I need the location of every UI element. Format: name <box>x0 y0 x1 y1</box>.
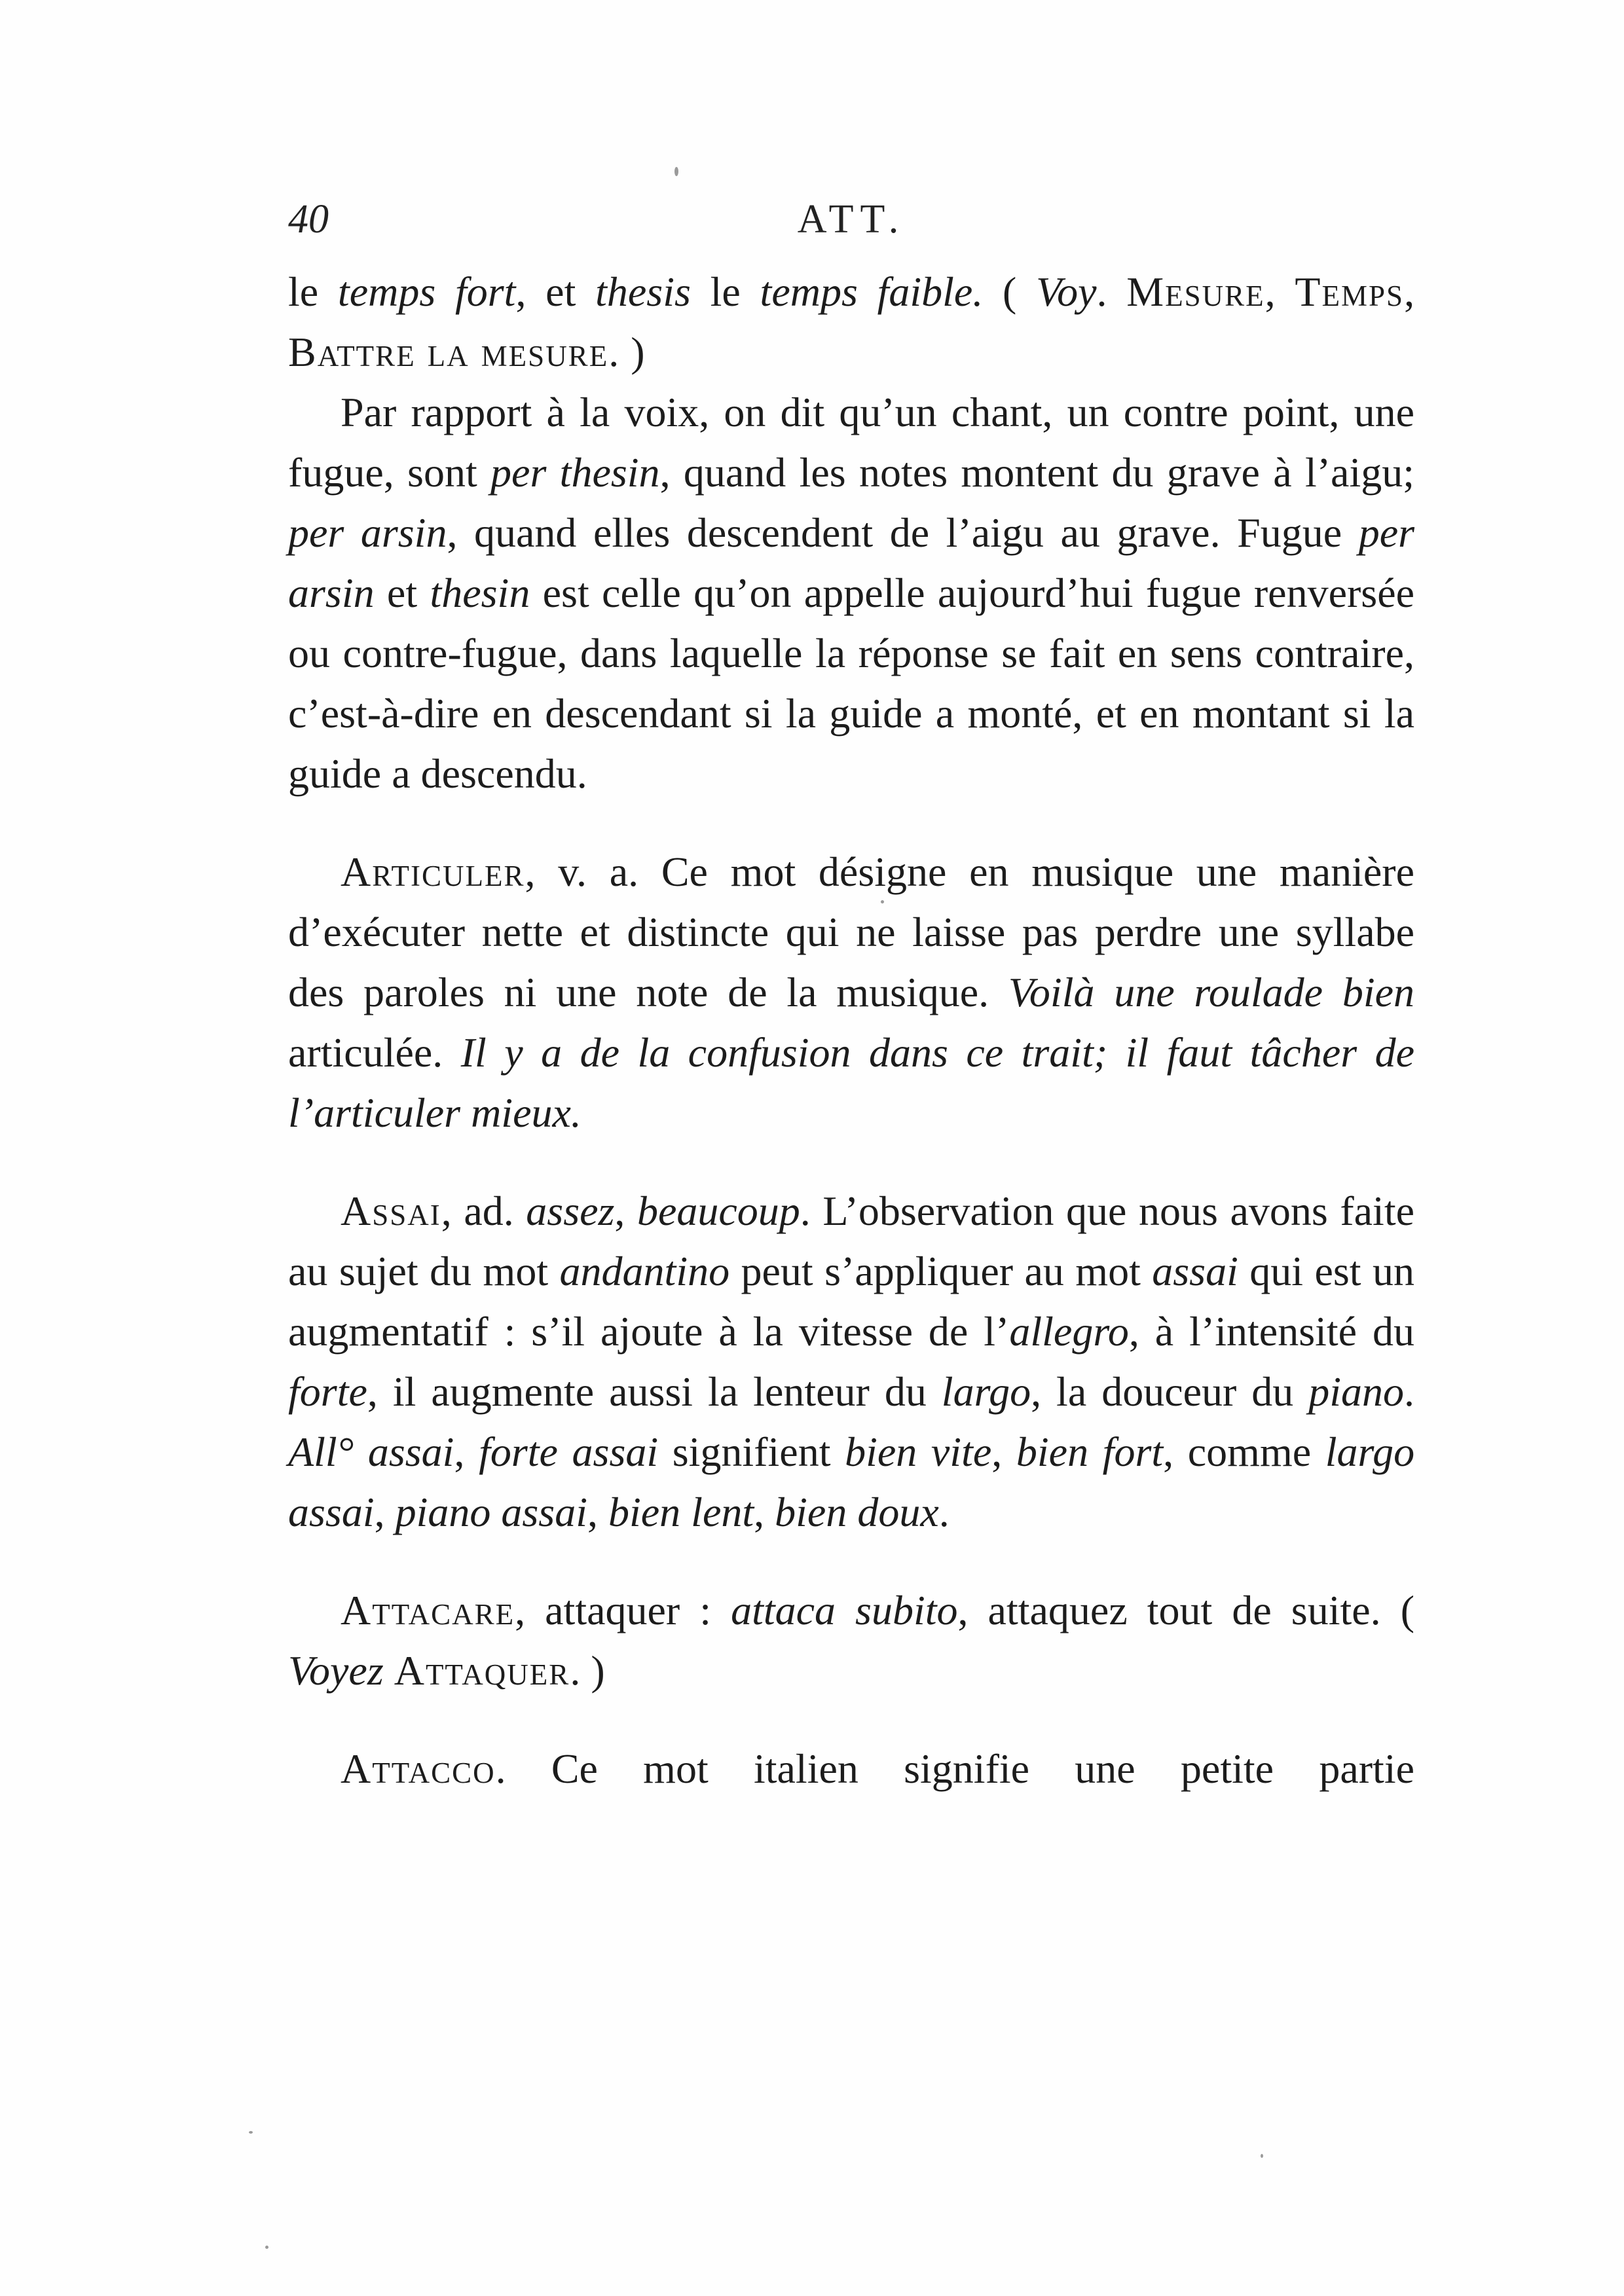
italic-text: Voy <box>1036 268 1097 315</box>
italic-text: largo <box>941 1368 1031 1415</box>
italic-text: bien doux <box>775 1489 939 1535</box>
paper-speck <box>674 167 678 176</box>
italic-text: All° assai <box>288 1429 454 1475</box>
text-run: , la douceur du <box>1031 1368 1309 1415</box>
entry-articuler <box>288 842 1414 1143</box>
headword: Battre la mesure. <box>288 329 621 375</box>
text-run: , <box>587 1489 608 1535</box>
text-run: . <box>938 1489 950 1535</box>
text-run: et <box>374 570 430 616</box>
text-run: , <box>1404 268 1415 315</box>
text-run: qui est un augmentatif : s’il ajoute à la vitesse de l’ <box>288 1248 1414 1355</box>
italic-text: thesis <box>595 268 691 315</box>
entry-attacare <box>288 1580 1414 1701</box>
italic-text: allegro <box>1009 1308 1129 1355</box>
entry-assai <box>288 1181 1414 1542</box>
italic-text: Il y a de la confusion dans ce trait; il faut tâcher de l’articuler mieux. <box>288 1029 1415 1136</box>
italic-text: bien fort <box>1016 1429 1164 1475</box>
headword: Temps <box>1295 268 1405 315</box>
text-run: , attaquer : <box>515 1587 731 1633</box>
text-run: Par rapport à la voix, on dit qu’un chant, un contre point, une fugue, sont <box>288 389 1414 496</box>
text-run: peut s’appliquer au mot <box>729 1248 1153 1294</box>
italic-text: forte <box>288 1368 367 1415</box>
italic-text: bien vite <box>845 1429 992 1475</box>
text-run: . <box>1096 268 1127 315</box>
paper-speck <box>249 2131 253 2134</box>
text-run: , attaquez tout de suite. ( <box>957 1587 1415 1633</box>
text-run: , et <box>515 268 596 315</box>
text-run: , <box>991 1429 1016 1475</box>
italic-text: andantino <box>559 1248 730 1294</box>
running-head: ATT. <box>797 197 906 242</box>
paper-speck <box>265 2246 268 2249</box>
text-run: articulée. <box>288 1029 461 1076</box>
italic-text: beaucoup <box>637 1188 800 1234</box>
text-run: , comme <box>1163 1429 1325 1475</box>
italic-text: bien lent <box>608 1489 754 1535</box>
text-run: , <box>754 1489 775 1535</box>
text-run: ( <box>983 268 1037 315</box>
italic-text: per arsin <box>288 509 1415 616</box>
entry-attacco <box>288 1739 1414 1799</box>
page-number: 40 <box>288 197 329 242</box>
text-run: , quand elles descendent de l’aigu au grave. Fugue <box>447 509 1359 556</box>
page-header <box>288 190 1414 249</box>
text-run: , <box>614 1188 637 1234</box>
body-text <box>288 262 1414 1799</box>
text-run: est celle qu’on appelle aujourd’hui fugue renversée ou contre-fugue, dans laquelle la réponse se fait en sens contraire, c’est-à-dire en descendant si la guide a monté, et en montant si la guide a descendu. <box>288 570 1415 797</box>
paragraph-par-rapport <box>288 382 1414 804</box>
text-run: le <box>690 268 760 315</box>
text-run: . Ce mot italien signifie une petite partie <box>495 1745 1414 1792</box>
italic-text: temps fort <box>337 268 516 315</box>
italic-text: per thesin <box>490 449 660 496</box>
headword: Attaquer <box>394 1647 570 1694</box>
italic-text: per arsin <box>288 509 447 556</box>
headword: Attacco <box>341 1745 496 1792</box>
italic-text: forte assai <box>479 1429 659 1475</box>
italic-text: temps faible. <box>760 268 984 315</box>
text-run: . L’observation que nous avons faite au sujet du mot <box>288 1188 1415 1294</box>
text-run: . <box>1404 1368 1415 1415</box>
headword: Attacare <box>341 1587 515 1633</box>
text-run: signifient <box>658 1429 845 1475</box>
italic-text: thesin <box>430 570 530 616</box>
paper-speck <box>1261 2154 1263 2158</box>
italic-text: Voyez <box>288 1647 384 1694</box>
text-run: , v. a. Ce mot désigne en musique une manière d’exécuter nette et distincte qui ne laisse pas perdre une syllabe des paroles ni une note de la musique. <box>288 848 1414 1015</box>
text-run: , <box>1264 268 1295 315</box>
text-run: , quand les notes montent du grave à l’aigu; <box>659 449 1415 496</box>
headword: Mesure <box>1126 268 1265 315</box>
text-run: , ad. <box>441 1188 526 1234</box>
italic-text: largo assai <box>288 1429 1415 1535</box>
text-run: , <box>454 1429 479 1475</box>
italic-text: piano assai <box>395 1489 587 1535</box>
italic-text: piano <box>1308 1368 1405 1415</box>
italic-text: attaca subito <box>731 1587 958 1633</box>
text-run: , il augmente aussi la lenteur du <box>367 1368 942 1415</box>
paper-speck <box>881 900 884 903</box>
text-run: , <box>374 1489 396 1535</box>
text-run: le <box>288 268 338 315</box>
text-run <box>384 1647 394 1694</box>
text-run: , à l’intensité du <box>1128 1308 1415 1355</box>
paragraph-continuation <box>288 262 1414 382</box>
headword: Articuler <box>341 848 525 895</box>
text-run: ) <box>620 329 645 375</box>
italic-text: assez <box>526 1188 615 1234</box>
text-run: . ) <box>570 1647 605 1694</box>
headword: Assai <box>341 1188 441 1234</box>
italic-text: Voilà une roulade bien <box>1008 969 1415 1015</box>
italic-text: assai <box>1152 1248 1238 1294</box>
